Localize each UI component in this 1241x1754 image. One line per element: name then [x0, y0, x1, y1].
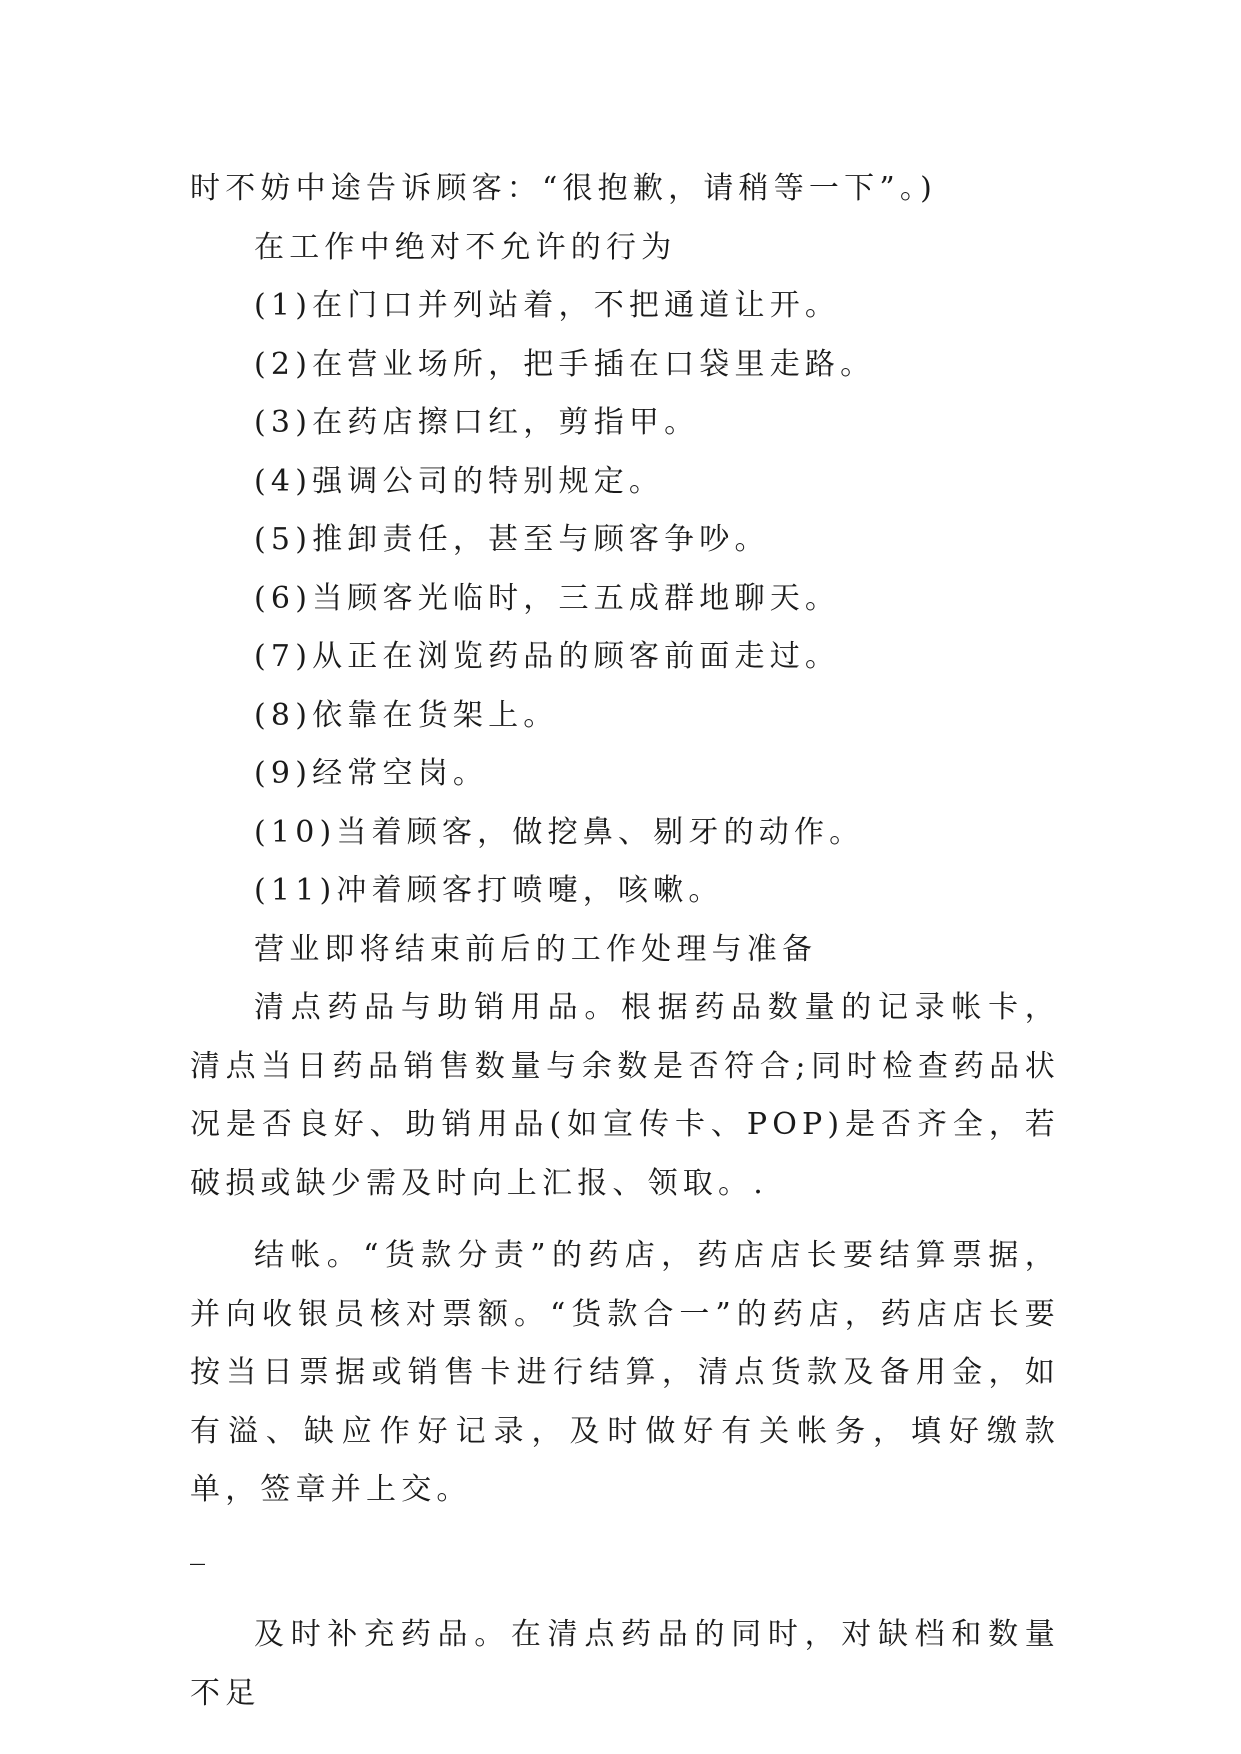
list-item: (2)在营业场所，把手插在口袋里走路。 [254, 346, 876, 382]
settlement-paragraph: 结帐。“货款分责”的药店，药店店长要结算票据，并向收银员核对票额。“货款合一”的药店，药店店长要按当日票据或销售卡进行结算，清点货款及备用金，如有溢、缺应作好记录，及时做好有关帐务，填好缴款单，签章并上交。 [190, 1238, 1060, 1507]
list-item: (11)冲着顾客打喷嚏，咳嗽。 [254, 873, 724, 908]
list-item: (10)当着顾客，做挖鼻、剔牙的动作。 [254, 814, 865, 850]
heading-prohibited-behaviors: 在工作中绝对不允许的行为 [254, 229, 677, 265]
list-item: (3)在药店擦口红，剪指甲。 [254, 405, 700, 440]
replenish-paragraph: 及时补充药品。在清点药品的同时，对缺档和数量不足 [190, 1617, 1060, 1711]
list-item: (6)当顾客光临时，三五成群地聊天。 [254, 580, 841, 616]
document-body [190, 160, 1060, 1723]
list-item: (5)推卸责任，甚至与顾客争吵。 [254, 522, 770, 557]
inventory-paragraph: 清点药品与助销用品。根据药品数量的记录帐卡，清点当日药品销售数量与余数是否符合;同时检查药品状况是否良好、助销用品(如宣传卡、POP)是否齐全，若破损或缺少需及时向上汇报、领取。. [190, 990, 1060, 1201]
list-item: (4)强调公司的特别规定。 [254, 463, 665, 499]
continuation-paragraph: 时不妨中途告诉顾客：“很抱歉，请稍等一下”。) [190, 171, 937, 206]
stray-mark: _ [190, 1530, 211, 1566]
heading-closing-work: 营业即将结束前后的工作处理与准备 [254, 931, 818, 967]
list-item: (8)依靠在货架上。 [254, 697, 559, 733]
list-item: (7)从正在浏览药品的顾客前面走过。 [254, 639, 841, 674]
list-item: (9)经常空岗。 [254, 756, 489, 791]
list-item: (1)在门口并列站着，不把通道让开。 [254, 288, 841, 323]
